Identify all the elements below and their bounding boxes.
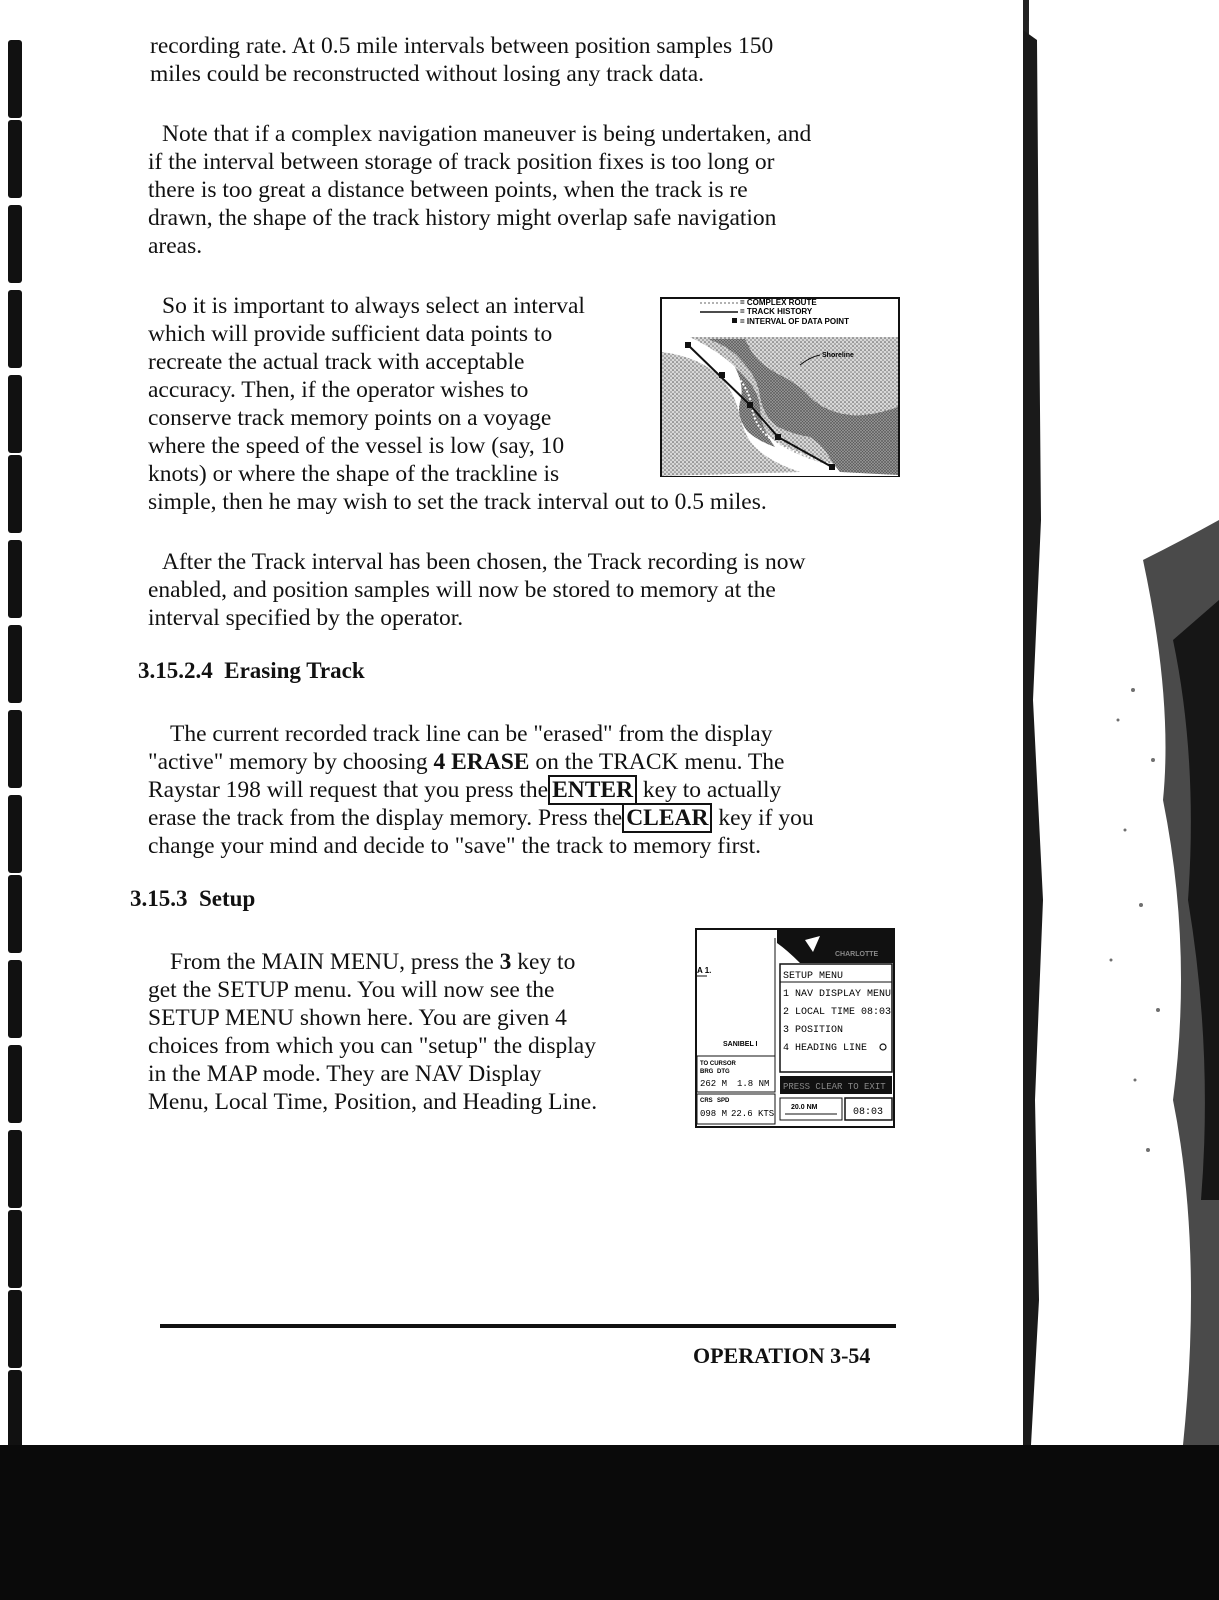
legend-track-history: = TRACK HISTORY [740,307,813,316]
text-line: recording rate. At 0.5 mile intervals between position samples 150 [150,33,774,59]
section-heading-erasing-track [138,658,365,684]
text-line: in the MAP mode. They are NAV Display [148,1061,542,1087]
text-line: miles could be reconstructed without losing any track data. [150,61,705,87]
text-line: where the speed of the vessel is low (say, 10 [148,433,565,459]
crs-value: 098 M [700,1109,728,1119]
setup-menu-item-position: 3 POSITION [783,1025,844,1036]
text-line: choices from which you can "setup" the display [148,1033,596,1059]
track-history-figure [660,297,900,477]
text-line: areas. [148,233,203,259]
setup-menu-screen-figure [695,928,895,1128]
text-line: After the Track interval has been chosen, the Track recording is now [162,549,806,575]
place-label: SANIBEL I [723,1041,758,1048]
paragraph-1 [150,32,773,88]
section-title: Erasing Track [224,658,365,683]
text-line: erase the track from the display memory. Press the CLEAR key if you [148,805,814,831]
text-line: simple, then he may wish to set the track interval out to 0.5 miles. [148,489,767,515]
spd-label: SPD [717,1098,730,1104]
page-footer: OPERATION 3-54 [693,1343,871,1368]
paragraph-5 [148,720,814,860]
paragraph-4 [148,548,806,632]
spd-value: 22.6 KTS [731,1109,775,1119]
text-line: there is too great a distance between points, when the track is re [148,177,748,203]
scan-shadow-right [1023,0,1219,1445]
setup-menu-item-local-time: 2 LOCAL TIME 08:03 [783,1007,892,1018]
section-heading-setup [130,886,255,912]
brg-label: BRG [700,1069,714,1075]
text-line: accuracy. Then, if the operator wishes to [148,377,529,403]
text-line: So it is important to always select an interval [162,293,585,319]
text-line: Raystar 198 will request that you press the ENTER key to actually [148,777,782,803]
section-number: 3.15.2.4 [138,658,213,683]
footer-rule [160,1324,896,1328]
clear-key: CLEAR [622,803,712,833]
text-line: The current recorded track line can be "erased" from the display [170,721,773,747]
legend-complex-route: = COMPLEX ROUTE [740,298,817,307]
brg-value: 262 M [700,1079,728,1089]
text-line: drawn, the shape of the track history might overlap safe navigation [148,205,777,231]
text-line: interval specified by the operator. [148,605,464,631]
text-line: "active" memory by choosing 4 ERASE on the TRACK menu. The [148,749,785,775]
screen-header-text: CHARLOTTE [835,951,879,958]
text-line: which will provide sufficient data points to [148,321,553,347]
shoreline-label: Shoreline [822,352,854,359]
menu-option-erase: 4 ERASE [433,749,530,775]
text-line: if the interval between storage of track position fixes is too long or [148,149,775,175]
text-line: Menu, Local Time, Position, and Heading Line. [148,1089,598,1115]
text-line: SETUP MENU shown here. You are given 4 [148,1005,567,1031]
scan-shadow-bottom [0,1445,1219,1600]
text-line: enabled, and position samples will now be stored to memory at the [148,577,776,603]
crs-label: CRS [700,1098,713,1104]
binding-holes [0,0,40,1450]
range-value: 20.0 NM [791,1104,818,1111]
paragraph-6 [148,948,597,1116]
text-line: get the SETUP menu. You will now see the [148,977,555,1003]
dtg-label: DTG [717,1069,730,1075]
marker-label: A 1. [697,966,712,975]
clock-value: 08:03 [853,1107,884,1118]
to-cursor-label: TO CURSOR [700,1061,736,1067]
text-line: change your mind and decide to "save" the track to memory first. [148,833,762,859]
key-3: 3 [499,949,512,975]
text-line: knots) or where the shape of the trackline is [148,461,560,487]
setup-menu-item-nav-display: 1 NAV DISPLAY MENU [783,989,892,1000]
text-line: From the MAIN MENU, press the 3 key to [170,949,576,975]
section-number: 3.15.3 [130,886,188,911]
exit-prompt: PRESS CLEAR TO EXIT [783,1082,886,1092]
text-line: Note that if a complex navigation maneuver is being undertaken, and [162,121,812,147]
text-line: conserve track memory points on a voyage [148,405,552,431]
section-title: Setup [199,886,256,911]
legend-interval-data-point: = INTERVAL OF DATA POINT [740,317,849,326]
enter-key: ENTER [548,775,637,805]
dtg-value: 1.8 NM [737,1079,770,1089]
setup-menu-title: SETUP MENU [783,971,844,982]
setup-menu-item-heading-line: 4 HEADING LINE [783,1043,868,1054]
paragraph-2 [148,120,811,260]
text-line: recreate the actual track with acceptable [148,349,525,375]
